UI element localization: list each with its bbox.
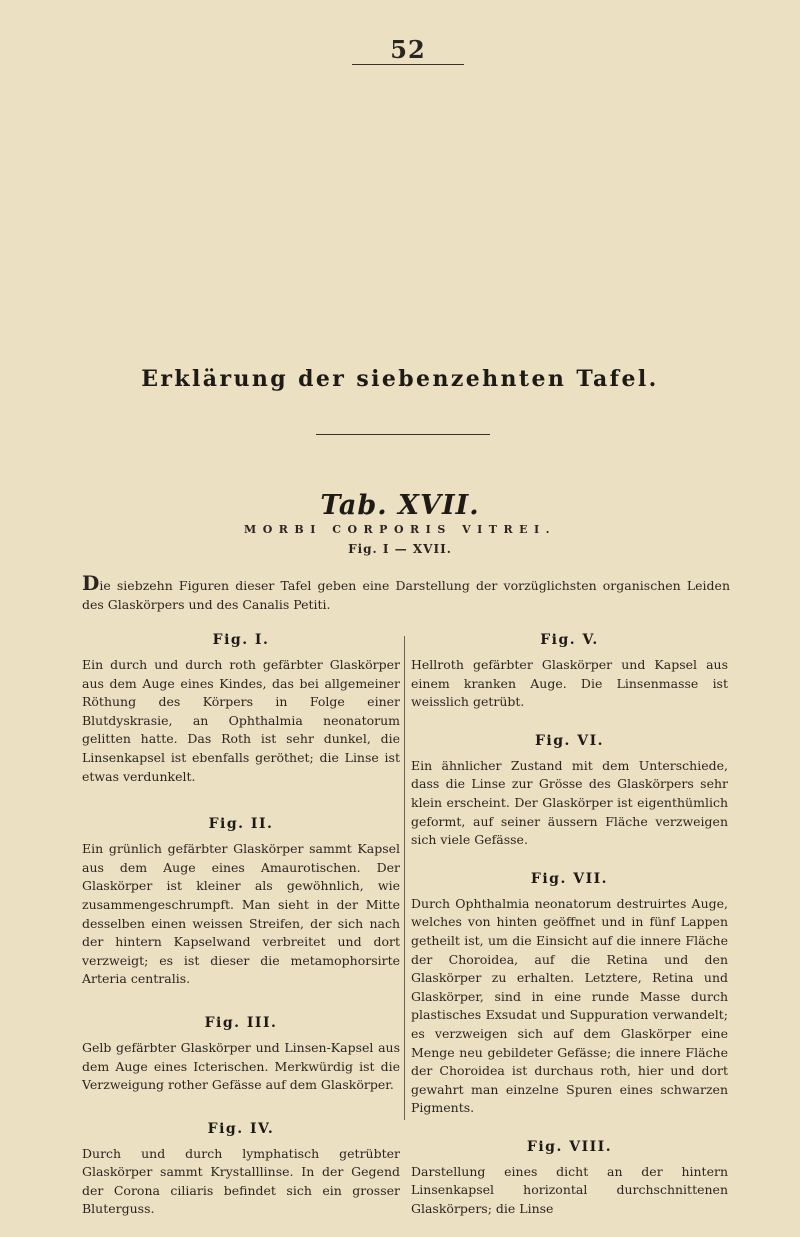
fig-text-4: Durch und durch lymphatisch getrübter Glaskörper sammt Krystalllinse. In der Gegend der Corona ciliaris befindet sich ein grosser Bluterguss. — [82, 1145, 400, 1217]
fig-heading-7: Fig. VII. — [530, 870, 609, 887]
fig-text-7: Durch Ophthalmia neonatorum destruirtes Auge, welches von hinten geöffnet und in fünf Lappen getheilt ist, um die Einsicht auf die innere Fläche der Choroidea, auf die Retina und den Glaskörper zu erhalten. Letztere, Retina und Glaskörper, sind in eine runde Masse durch plastisches Exsudat und Suppuration verwandelt; es verzweigen sich auf dem Glaskörper eine Menge neu gebildeter Gefässe; die innere Fläche der Choroidea ist durchaus roth, hier und dort gewahrt man einzelne Spuren eines schwarzen Pigments. — [411, 895, 728, 1116]
intro-paragraph — [82, 571, 730, 614]
fig-heading-4: Fig. IV. — [207, 1120, 275, 1137]
fig-text-5: Hellroth gefärbter Glaskörper und Kapsel aus einem kranken Auge. Die Linsenmasse ist weisslich getrübt. — [411, 657, 728, 710]
fig-heading-8: Fig. VIII. — [526, 1138, 613, 1155]
intro-dropcap: D — [82, 571, 100, 595]
fig-heading-2: Fig. II. — [208, 816, 274, 833]
column-divider — [404, 636, 405, 1120]
fig-text-1: Ein durch und durch roth gefärbter Glaskörper aus dem Auge eines Kindes, das bei allgemeiner Röthung des Körpers in Folge einer Blutdyskrasie, an Ophthalmia neonatorum gelitten hatte. Das Roth ist sehr dunkel, die Linsenkapsel ist ebenfalls geröthet; die Linse ist etwas verdunkelt. — [82, 657, 400, 784]
page-title: Erklärung der siebenzehnten Tafel. — [141, 366, 659, 392]
left-column — [82, 630, 400, 1219]
fig-text-3: Gelb gefärbter Glaskörper und Linsen-Kapsel aus dem Auge eines Icterischen. Merkwürdig ist die Verzweigung rother Gefässe auf dem Glaskörper. — [82, 1039, 400, 1093]
fig-text-2: Ein grünlich gefärbter Glaskörper sammt Kapsel aus dem Auge eines Amaurotischen. Der Glaskörper ist kleiner als gewöhnlich, wie zusammengeschrumpft. Man sieht in der Mitte desselben einen weissen Streifen, der sich nach der hintern Kapselwand verbreitet und dort verzweigt; es ist dieser die metamophorsirte Arteria centralis. — [82, 841, 400, 987]
fig-text-8: Darstellung eines dicht an der hintern Linsenkapsel horizontal durchschnittenen Glaskörpers; die Linse — [411, 1163, 728, 1217]
title-divider — [316, 434, 490, 435]
plate-heading: Tab. XVII. — [320, 490, 480, 521]
fig-heading-6: Fig. VI. — [534, 732, 605, 749]
fig-heading-5: Fig. V. — [540, 632, 599, 648]
figure-range: Fig. I — XVII. — [348, 542, 452, 556]
right-column — [411, 630, 728, 1219]
plate-subtitle: MORBI CORPORIS VITREI. — [244, 523, 556, 536]
page-number-rule — [352, 64, 464, 65]
intro-text: ie siebzehn Figuren dieser Tafel geben eine Darstellung der vorzüglichsten organischen Leiden des Glaskörpers und des Canalis Petiti. — [82, 578, 730, 612]
fig-text-6: Ein ähnlicher Zustand mit dem Unterschiede, dass die Linse zur Grösse des Glaskörpers sehr klein erscheint. Der Glaskörper ist eigenthümlich geformt, auf seiner äussern Fläche verzweigen sich viele Gefässe. — [411, 757, 728, 848]
fig-heading-1: Fig. I. — [212, 632, 270, 648]
fig-heading-3: Fig. III. — [204, 1014, 278, 1031]
page-number: 52 — [390, 35, 426, 64]
